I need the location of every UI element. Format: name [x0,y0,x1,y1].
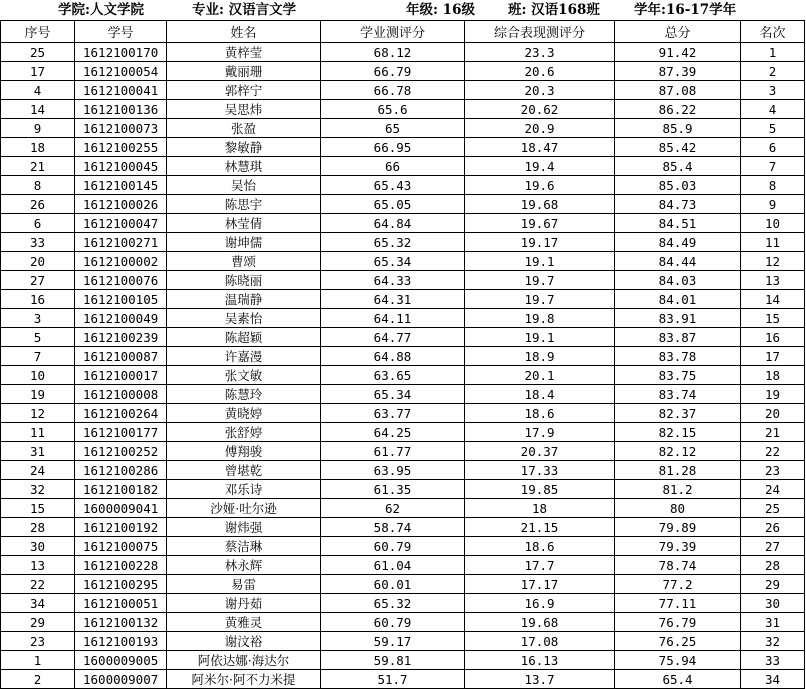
cell-seq: 25 [1,43,75,62]
column-header-seq: 序号 [1,21,75,43]
cell-seq: 34 [1,594,75,613]
cell-student-id: 1600009041 [75,499,167,518]
cell-student-id: 1600009007 [75,670,167,689]
cell-conduct-score: 13.7 [465,670,615,689]
cell-total: 84.44 [615,252,741,271]
cell-total: 83.91 [615,309,741,328]
cell-rank: 25 [741,499,805,518]
cell-total: 84.73 [615,195,741,214]
cell-name: 许嘉漫 [167,347,321,366]
cell-rank: 4 [741,100,805,119]
cell-rank: 17 [741,347,805,366]
cell-total: 82.37 [615,404,741,423]
cell-rank: 11 [741,233,805,252]
cell-name: 黄梓莹 [167,43,321,62]
table-row [1,442,805,461]
cell-seq: 23 [1,632,75,651]
cell-academic-score: 66.95 [321,138,465,157]
cell-total: 85.9 [615,119,741,138]
cell-seq: 7 [1,347,75,366]
cell-total: 80 [615,499,741,518]
cell-seq: 33 [1,233,75,252]
cell-conduct-score: 20.6 [465,62,615,81]
cell-name: 曹颂 [167,252,321,271]
cell-rank: 19 [741,385,805,404]
cell-student-id: 1612100017 [75,366,167,385]
table-row [1,537,805,556]
cell-conduct-score: 19.1 [465,328,615,347]
cell-student-id: 1612100105 [75,290,167,309]
cell-conduct-score: 21.15 [465,518,615,537]
cell-conduct-score: 19.8 [465,309,615,328]
cell-academic-score: 66.79 [321,62,465,81]
cell-student-id: 1612100192 [75,518,167,537]
cell-academic-score: 65 [321,119,465,138]
table-row [1,461,805,480]
cell-rank: 23 [741,461,805,480]
cell-academic-score: 63.95 [321,461,465,480]
cell-academic-score: 65.43 [321,176,465,195]
cell-academic-score: 63.77 [321,404,465,423]
cell-conduct-score: 20.37 [465,442,615,461]
cell-total: 77.11 [615,594,741,613]
cell-conduct-score: 19.85 [465,480,615,499]
cell-seq: 8 [1,176,75,195]
column-header-rank: 名次 [741,21,805,43]
cell-rank: 21 [741,423,805,442]
cell-name: 林慧琪 [167,157,321,176]
column-header-student-id: 学号 [75,21,167,43]
cell-name: 黄雅灵 [167,613,321,632]
sheet-header [0,0,806,20]
table-row [1,233,805,252]
cell-name: 易雷 [167,575,321,594]
score-table [0,20,805,689]
cell-rank: 28 [741,556,805,575]
cell-total: 83.78 [615,347,741,366]
cell-student-id: 1612100049 [75,309,167,328]
cell-student-id: 1612100045 [75,157,167,176]
table-row [1,271,805,290]
cell-rank: 27 [741,537,805,556]
cell-rank: 20 [741,404,805,423]
cell-total: 87.39 [615,62,741,81]
college-label: 学院:人文学院 [58,2,144,18]
cell-total: 86.22 [615,100,741,119]
cell-rank: 1 [741,43,805,62]
cell-conduct-score: 18 [465,499,615,518]
cell-academic-score: 59.17 [321,632,465,651]
cell-rank: 15 [741,309,805,328]
table-row [1,328,805,347]
table-row [1,594,805,613]
cell-total: 91.42 [615,43,741,62]
cell-name: 沙娅·吐尔逊 [167,499,321,518]
cell-name: 温瑞静 [167,290,321,309]
cell-student-id: 1612100041 [75,81,167,100]
cell-conduct-score: 23.3 [465,43,615,62]
cell-total: 75.94 [615,651,741,670]
cell-seq: 29 [1,613,75,632]
cell-seq: 19 [1,385,75,404]
table-row [1,385,805,404]
cell-seq: 13 [1,556,75,575]
cell-name: 吴素怡 [167,309,321,328]
cell-academic-score: 65.32 [321,594,465,613]
table-row [1,613,805,632]
cell-academic-score: 64.77 [321,328,465,347]
cell-student-id: 1612100182 [75,480,167,499]
cell-conduct-score: 17.17 [465,575,615,594]
table-row [1,366,805,385]
cell-rank: 12 [741,252,805,271]
cell-student-id: 1612100047 [75,214,167,233]
cell-conduct-score: 19.7 [465,290,615,309]
cell-name: 张舒婷 [167,423,321,442]
table-row [1,651,805,670]
cell-seq: 31 [1,442,75,461]
table-row [1,499,805,518]
cell-academic-score: 58.74 [321,518,465,537]
cell-conduct-score: 19.6 [465,176,615,195]
cell-total: 84.03 [615,271,741,290]
cell-name: 曾堪乾 [167,461,321,480]
cell-student-id: 1612100076 [75,271,167,290]
cell-name: 吴思炜 [167,100,321,119]
cell-academic-score: 65.34 [321,252,465,271]
cell-name: 陈慧玲 [167,385,321,404]
cell-conduct-score: 18.9 [465,347,615,366]
cell-rank: 26 [741,518,805,537]
cell-academic-score: 64.33 [321,271,465,290]
cell-total: 77.2 [615,575,741,594]
cell-student-id: 1612100177 [75,423,167,442]
cell-name: 张盈 [167,119,321,138]
cell-name: 吴怡 [167,176,321,195]
table-row [1,252,805,271]
cell-conduct-score: 17.7 [465,556,615,575]
table-row [1,119,805,138]
cell-name: 林永辉 [167,556,321,575]
cell-rank: 6 [741,138,805,157]
cell-academic-score: 64.84 [321,214,465,233]
cell-name: 陈超颖 [167,328,321,347]
cell-total: 84.51 [615,214,741,233]
cell-seq: 6 [1,214,75,233]
cell-total: 84.01 [615,290,741,309]
cell-academic-score: 68.12 [321,43,465,62]
cell-seq: 1 [1,651,75,670]
cell-conduct-score: 16.13 [465,651,615,670]
cell-rank: 3 [741,81,805,100]
cell-seq: 10 [1,366,75,385]
cell-total: 81.28 [615,461,741,480]
cell-academic-score: 60.79 [321,537,465,556]
column-header-total: 总分 [615,21,741,43]
cell-student-id: 1612100295 [75,575,167,594]
table-row [1,62,805,81]
cell-seq: 26 [1,195,75,214]
cell-name: 傅翔骏 [167,442,321,461]
cell-academic-score: 63.65 [321,366,465,385]
cell-academic-score: 65.05 [321,195,465,214]
cell-rank: 16 [741,328,805,347]
cell-rank: 10 [741,214,805,233]
cell-student-id: 1612100075 [75,537,167,556]
cell-name: 谢丹茹 [167,594,321,613]
cell-name: 林莹倩 [167,214,321,233]
cell-seq: 14 [1,100,75,119]
table-row [1,575,805,594]
table-row [1,404,805,423]
cell-conduct-score: 20.3 [465,81,615,100]
cell-seq: 20 [1,252,75,271]
table-row [1,290,805,309]
cell-seq: 2 [1,670,75,689]
column-header-name: 姓名 [167,21,321,43]
table-row [1,670,805,689]
cell-student-id: 1612100255 [75,138,167,157]
table-row [1,176,805,195]
cell-rank: 13 [741,271,805,290]
table-row [1,195,805,214]
cell-total: 65.4 [615,670,741,689]
cell-total: 83.75 [615,366,741,385]
table-row [1,138,805,157]
cell-rank: 22 [741,442,805,461]
cell-name: 郭梓宁 [167,81,321,100]
cell-student-id: 1600009005 [75,651,167,670]
cell-rank: 30 [741,594,805,613]
cell-conduct-score: 17.9 [465,423,615,442]
cell-rank: 18 [741,366,805,385]
cell-academic-score: 60.01 [321,575,465,594]
table-row [1,309,805,328]
cell-conduct-score: 18.6 [465,537,615,556]
cell-seq: 18 [1,138,75,157]
table-row [1,214,805,233]
cell-student-id: 1612100252 [75,442,167,461]
cell-conduct-score: 18.6 [465,404,615,423]
cell-total: 84.49 [615,233,741,252]
cell-rank: 31 [741,613,805,632]
cell-rank: 5 [741,119,805,138]
cell-student-id: 1612100170 [75,43,167,62]
cell-seq: 16 [1,290,75,309]
cell-seq: 17 [1,62,75,81]
cell-student-id: 1612100002 [75,252,167,271]
cell-total: 76.79 [615,613,741,632]
cell-rank: 34 [741,670,805,689]
cell-total: 76.25 [615,632,741,651]
cell-name: 陈晓丽 [167,271,321,290]
cell-total: 83.87 [615,328,741,347]
cell-student-id: 1612100008 [75,385,167,404]
cell-total: 85.03 [615,176,741,195]
cell-seq: 21 [1,157,75,176]
cell-seq: 28 [1,518,75,537]
cell-rank: 7 [741,157,805,176]
cell-academic-score: 60.79 [321,613,465,632]
cell-student-id: 1612100136 [75,100,167,119]
cell-seq: 32 [1,480,75,499]
cell-conduct-score: 18.47 [465,138,615,157]
cell-seq: 12 [1,404,75,423]
cell-rank: 14 [741,290,805,309]
cell-seq: 22 [1,575,75,594]
cell-academic-score: 65.34 [321,385,465,404]
cell-conduct-score: 16.9 [465,594,615,613]
cell-seq: 11 [1,423,75,442]
cell-conduct-score: 20.1 [465,366,615,385]
cell-name: 张文敏 [167,366,321,385]
cell-student-id: 1612100145 [75,176,167,195]
cell-total: 78.74 [615,556,741,575]
cell-rank: 2 [741,62,805,81]
cell-student-id: 1612100286 [75,461,167,480]
table-row [1,157,805,176]
cell-student-id: 1612100228 [75,556,167,575]
cell-name: 黄晓婷 [167,404,321,423]
cell-rank: 32 [741,632,805,651]
cell-academic-score: 65.6 [321,100,465,119]
cell-seq: 27 [1,271,75,290]
cell-rank: 9 [741,195,805,214]
cell-total: 82.12 [615,442,741,461]
cell-academic-score: 62 [321,499,465,518]
grade-label: 年级: 16级 [406,2,475,18]
cell-name: 戴丽珊 [167,62,321,81]
cell-seq: 3 [1,309,75,328]
cell-rank: 24 [741,480,805,499]
cell-total: 83.74 [615,385,741,404]
cell-seq: 30 [1,537,75,556]
cell-student-id: 1612100239 [75,328,167,347]
cell-conduct-score: 19.7 [465,271,615,290]
cell-conduct-score: 17.33 [465,461,615,480]
cell-total: 82.15 [615,423,741,442]
cell-student-id: 1612100132 [75,613,167,632]
major-label: 专业: 汉语言文学 [192,2,297,18]
cell-conduct-score: 19.4 [465,157,615,176]
table-row [1,100,805,119]
table-row [1,81,805,100]
class-label: 班: 汉语168班 [508,2,600,18]
table-row [1,632,805,651]
cell-name: 谢坤儒 [167,233,321,252]
cell-total: 79.89 [615,518,741,537]
cell-name: 陈思宇 [167,195,321,214]
cell-conduct-score: 19.17 [465,233,615,252]
cell-conduct-score: 17.08 [465,632,615,651]
cell-academic-score: 61.77 [321,442,465,461]
column-header-academic-score: 学业测评分 [321,21,465,43]
cell-total: 79.39 [615,537,741,556]
cell-name: 谢炜强 [167,518,321,537]
table-row [1,347,805,366]
cell-rank: 33 [741,651,805,670]
cell-conduct-score: 18.4 [465,385,615,404]
cell-academic-score: 64.88 [321,347,465,366]
cell-academic-score: 61.35 [321,480,465,499]
cell-name: 阿依达娜·海达尔 [167,651,321,670]
cell-seq: 24 [1,461,75,480]
cell-seq: 5 [1,328,75,347]
cell-name: 邓乐诗 [167,480,321,499]
cell-student-id: 1612100026 [75,195,167,214]
cell-seq: 9 [1,119,75,138]
cell-seq: 4 [1,81,75,100]
cell-name: 阿米尔·阿不力米提 [167,670,321,689]
cell-academic-score: 64.11 [321,309,465,328]
cell-student-id: 1612100073 [75,119,167,138]
cell-rank: 8 [741,176,805,195]
table-row [1,43,805,62]
cell-academic-score: 66 [321,157,465,176]
table-row [1,518,805,537]
cell-total: 81.2 [615,480,741,499]
cell-student-id: 1612100087 [75,347,167,366]
cell-name: 蔡洁琳 [167,537,321,556]
cell-student-id: 1612100264 [75,404,167,423]
year-label: 学年:16-17学年 [634,2,737,18]
cell-total: 85.42 [615,138,741,157]
cell-academic-score: 61.04 [321,556,465,575]
column-header-conduct-score: 综合表现测评分 [465,21,615,43]
cell-conduct-score: 19.1 [465,252,615,271]
table-header-row [1,21,805,43]
table-row [1,480,805,499]
cell-academic-score: 51.7 [321,670,465,689]
cell-name: 黎敏静 [167,138,321,157]
cell-conduct-score: 20.9 [465,119,615,138]
cell-name: 谢汶裕 [167,632,321,651]
cell-academic-score: 66.78 [321,81,465,100]
cell-conduct-score: 20.62 [465,100,615,119]
cell-student-id: 1612100271 [75,233,167,252]
cell-rank: 29 [741,575,805,594]
table-row [1,556,805,575]
cell-conduct-score: 19.68 [465,195,615,214]
cell-academic-score: 64.31 [321,290,465,309]
cell-student-id: 1612100193 [75,632,167,651]
table-row [1,423,805,442]
cell-academic-score: 59.81 [321,651,465,670]
cell-seq: 15 [1,499,75,518]
table-body [1,43,805,689]
cell-total: 85.4 [615,157,741,176]
cell-student-id: 1612100051 [75,594,167,613]
cell-academic-score: 65.32 [321,233,465,252]
cell-total: 87.08 [615,81,741,100]
cell-student-id: 1612100054 [75,62,167,81]
cell-conduct-score: 19.67 [465,214,615,233]
cell-academic-score: 64.25 [321,423,465,442]
cell-conduct-score: 19.68 [465,613,615,632]
